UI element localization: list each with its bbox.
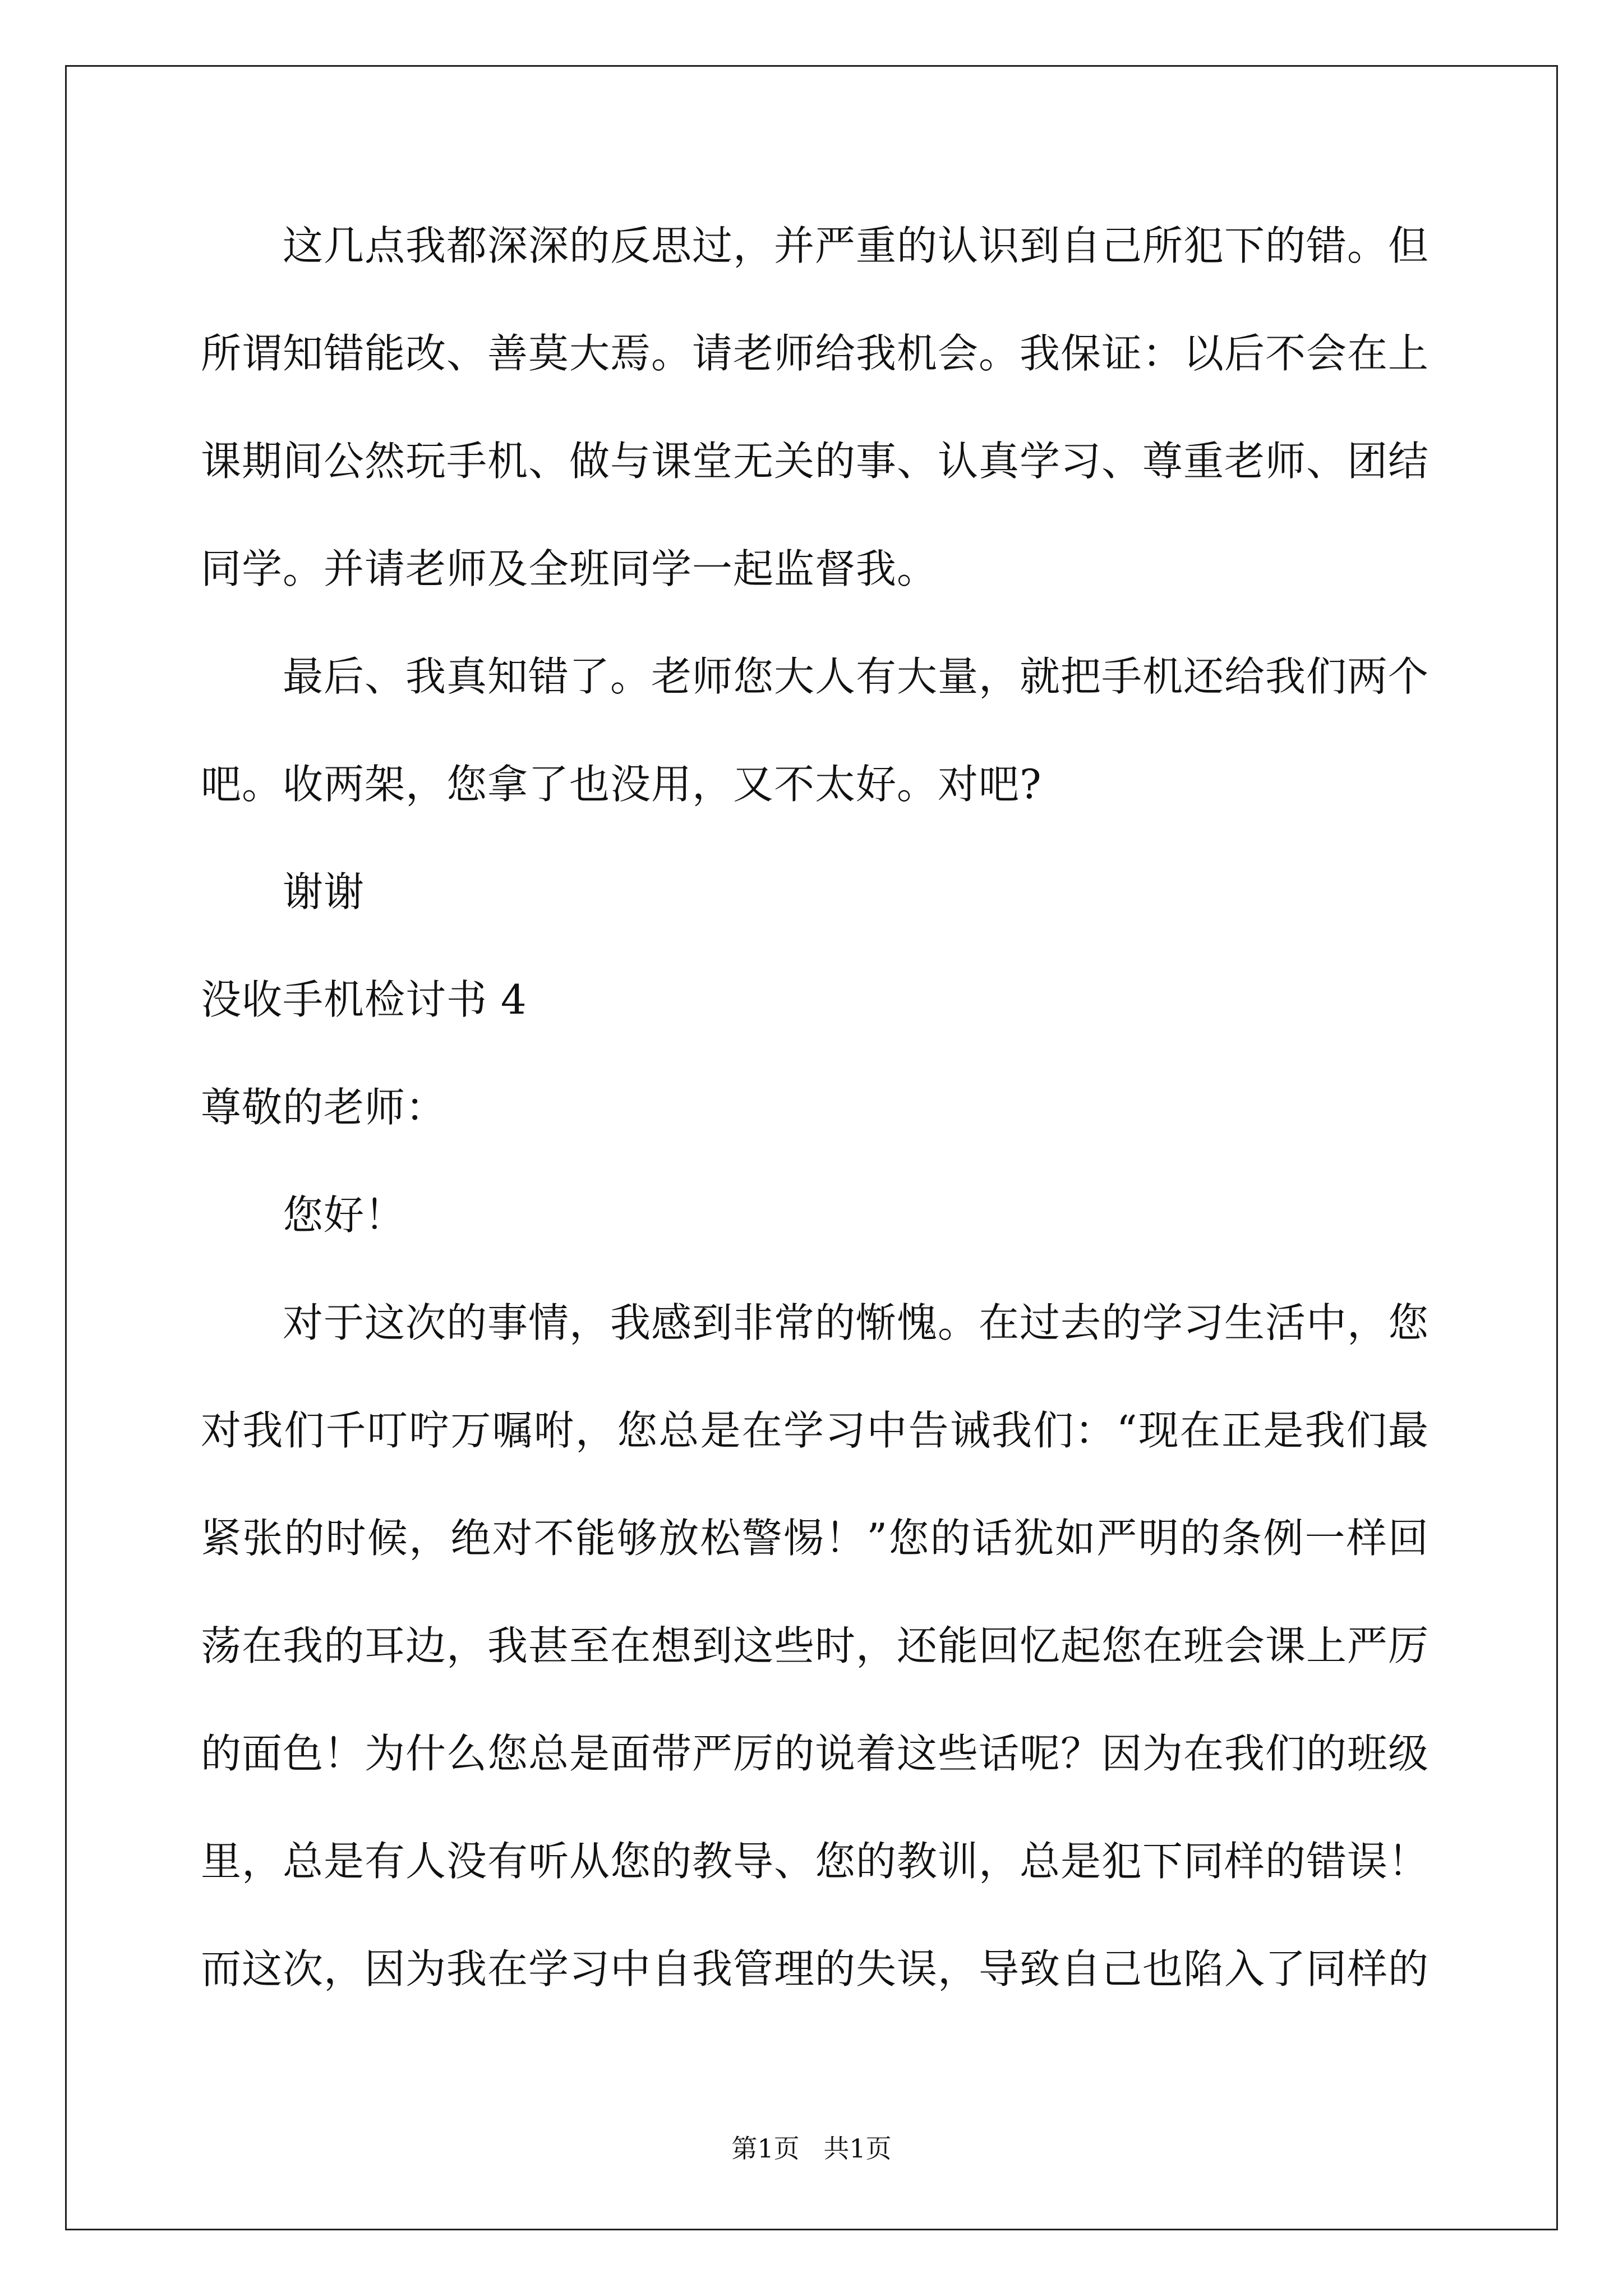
paragraph-line: 所谓知错能改、善莫大焉。请老师给我机会。我保证：以后不会在上 <box>201 330 1430 377</box>
page-footer <box>0 2132 1623 2165</box>
paragraph-line: 而这次，因为我在学习中自我管理的失误，导致自己也陷入了同样的 <box>201 1945 1430 1993</box>
paragraph-line: 紧张的时候，绝对不能够放松警惕！”您的话犹如严明的条例一样回 <box>201 1515 1429 1562</box>
paragraph-line: 荡在我的耳边，我甚至在想到这些时，还能回忆起您在班会课上严厉 <box>201 1622 1430 1669</box>
paragraph-line: 对于这次的事情，我感到非常的惭愧。在过去的学习生活中，您 <box>283 1299 1430 1346</box>
greeting: 您好！ <box>283 1191 406 1239</box>
paragraph-line: 吧。收两架，您拿了也没用，又不太好。对吧? <box>201 761 1042 808</box>
paragraph-line: 里，总是有人没有听从您的教导、您的教训，总是犯下同样的错误！ <box>201 1838 1430 1885</box>
paragraph-line: 的面色！为什么您总是面带严厉的说着这些话呢？因为在我们的班级 <box>201 1730 1430 1777</box>
paragraph-line: 对我们千叮咛万嘱咐，您总是在学习中告诫我们：“现在正是我们最 <box>201 1407 1429 1454</box>
document-body <box>201 219 1429 2050</box>
paragraph-line: 最后、我真知错了。老师您大人有大量，就把手机还给我们两个 <box>283 653 1430 700</box>
page-total: 共1页 <box>823 2133 892 2164</box>
paragraph-line: 这几点我都深深的反思过，并严重的认识到自己所犯下的错。但 <box>283 222 1430 269</box>
page-number: 第1页 <box>731 2133 800 2164</box>
closing-line: 谢谢 <box>283 868 365 915</box>
section-title: 没收手机检讨书 4 <box>201 976 527 1023</box>
paragraph-line: 同学。并请老师及全班同学一起监督我。 <box>201 545 938 592</box>
paragraph-line: 课期间公然玩手机、做与课堂无关的事、认真学习、尊重老师、团结 <box>201 438 1430 485</box>
salutation: 尊敬的老师： <box>201 1084 447 1131</box>
